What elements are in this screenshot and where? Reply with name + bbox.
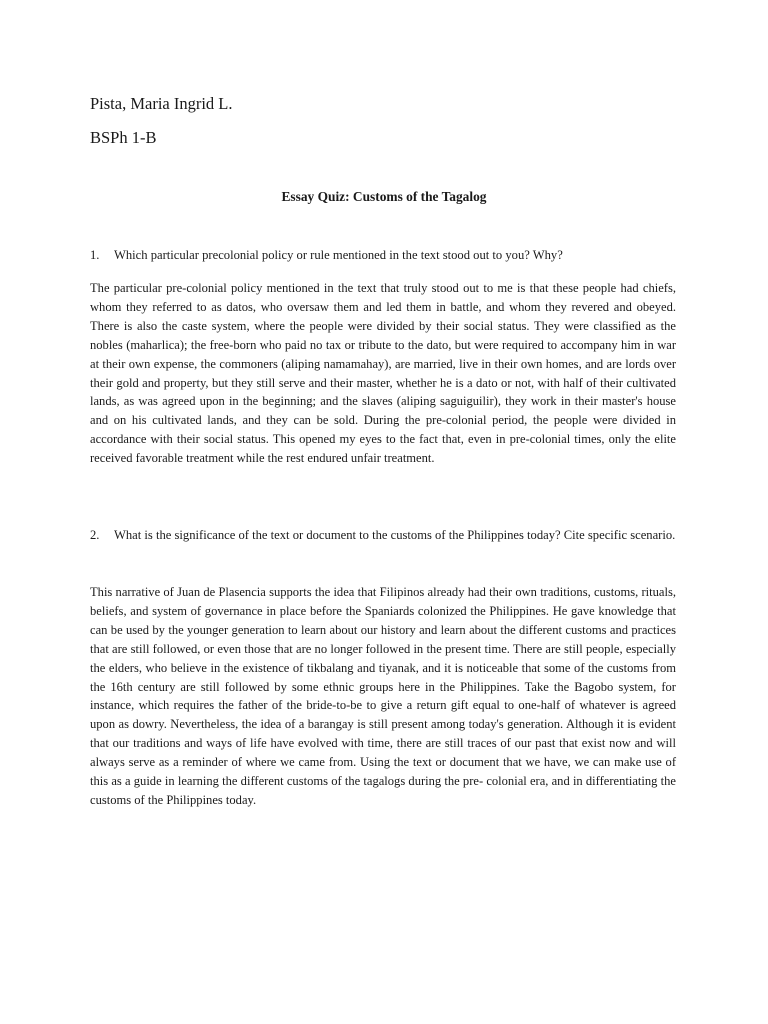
document-title: Essay Quiz: Customs of the Tagalog: [281, 189, 487, 204]
answer-1: The particular pre-colonial policy mentioned in the text that truly stood out to me is that these people had chiefs, whom they referred to as datos, who oversaw them and led them in battle, and whom they revered and obeyed. There is also the caste system, where the people were divided by their social status. They were classified as the nobles (maharlica); the free-born who paid no tax or tribute to the dato, but were required to accompany him in war at their own expense, the commoners (aliping namamahay), are married, live in their own homes, and are lords over their gold and property, but they still serve and their master, whether he is a dato or not, with half of their cultivated lands, as was agreed upon in the beginning; and the slaves (aliping saguiguilir), they work in their master's house and on his cultivated lands, and they can be sold. During the pre-colonial period, the people were divided in accordance with their social status. This opened my eyes to the fact that, even in pre-colonial times, only the elite received favorable treatment while the rest endured unfair treatment.: [90, 281, 676, 466]
answer-2: This narrative of Juan de Plasencia supports the idea that Filipinos already had their own traditions, customs, rituals, beliefs, and system of governance in place before the Spaniards colonized the Philippines. He gave knowledge that can be used by the younger generation to learn about our history and learn about the different customs and practices that are still followed, or even those that are no longer followed in the present time. There are still people, especially the elders, who believe in the existence of tikbalang and tiyanak, and it is noticeable that some of the customs from the 16th century are still followed by some ethnic groups here in the Philippines. Take the Bagobo system, for instance, which requires the father of the bride-to-be to give a return gift equal to one-half of whatever is agreed upon as dowry. Nevertheless, the idea of a barangay is still present among today's generation. Although it is evident that our traditions and ways of life have evolved with time, there are still traces of our past that exist now and will always serve as a reminder of where we came from. Using the text or document that we have, we can make use of this as a guide in learning the different customs of the tagalogs during the pre- colonial era, and in differentiating the customs of the Philippines today.: [90, 585, 676, 807]
question-text: Which particular precolonial policy or rule mentioned in the text stood out to you? Why?: [114, 248, 563, 262]
question-1: [90, 243, 678, 267]
question-number: 2.: [90, 528, 100, 542]
question-text: What is the significance of the text or document to the customs of the Philippines today? Cite specific scenario.: [114, 528, 676, 542]
question-2: [90, 523, 678, 547]
question-number: 1.: [90, 248, 100, 262]
student-name: Pista, Maria Ingrid L.: [90, 94, 233, 113]
student-section: BSPh 1-B: [90, 128, 157, 147]
